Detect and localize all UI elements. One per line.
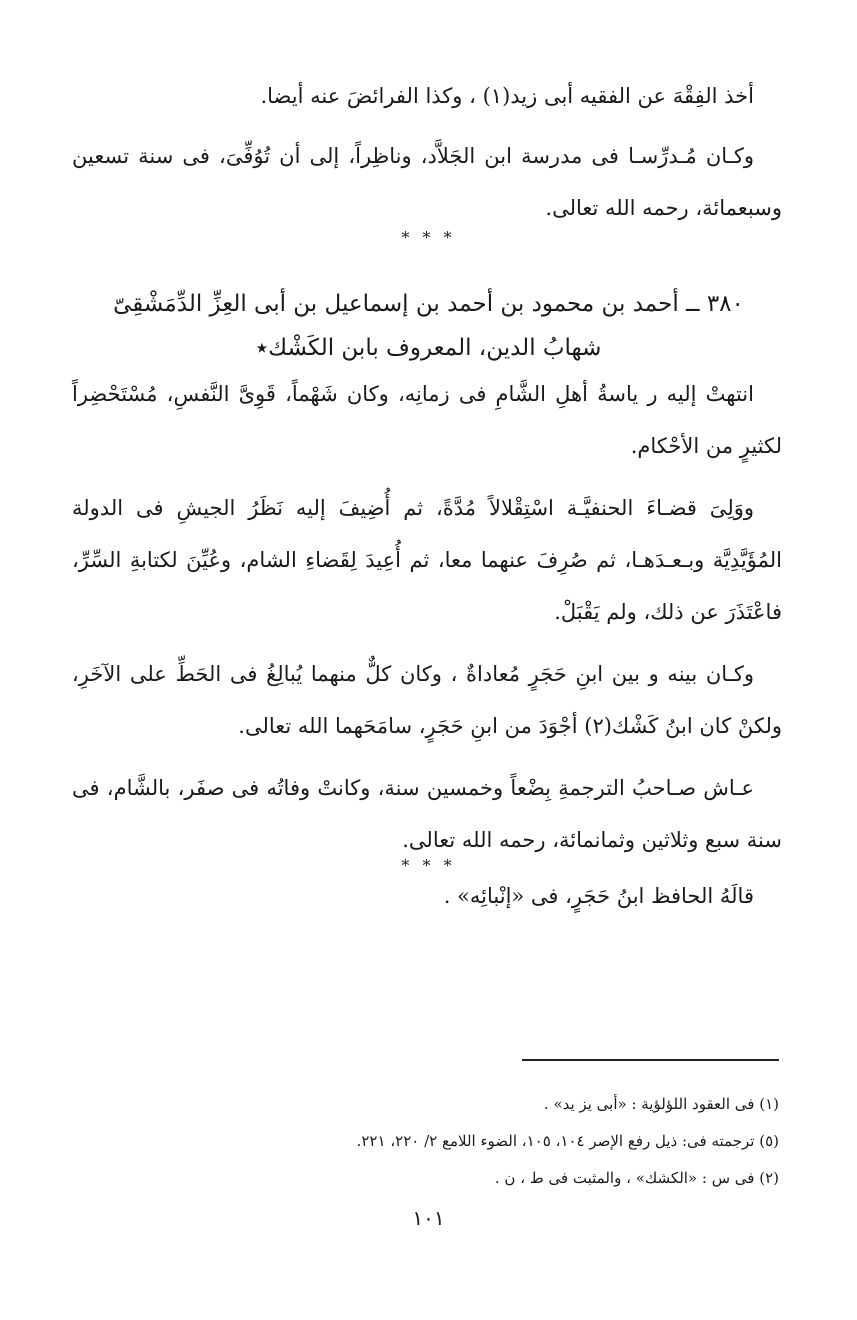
paragraph: وكـان مُـدرِّسـا فى مدرسة ابن الجَلاَّد، وناظِراً، إلى أن تُوُفِّىَ، فى سنة تسعين وسبعمائة، رحمه الله تعالى. — [72, 144, 782, 220]
paragraph-block-1 — [72, 70, 782, 234]
footnote: (١) فى العقود اللؤلؤية : «أبى يز يد» . — [543, 1095, 779, 1113]
paragraph: أخذ الفِقْهَ عن الفقيه أبى زيد(١) ، وكذا الفرائضَ عنه أيضا. — [260, 84, 754, 108]
page-number: ١٠١ — [412, 1206, 445, 1230]
paragraph: وكـان بينه و بين ابنِ حَجَرٍ مُعاداةٌ ، وكان كلٌّ منهما يُبالِغُ فى الحَطِّ على الآخَرِ، ولكنْ كان ابنُ كَشْك(٢) أجْوَدَ من ابنِ حَجَرٍ، سامَحَهما الله تعالى. — [72, 662, 782, 738]
paragraph-block-2 — [72, 368, 782, 922]
paragraph: ووَلِىَ قضـاءَ الحنفيَّـة اسْتِقْلالاً مُدَّةً، ثم أُضِيفَ إليه نَظَرُ الجيشِ فى الدولة المُؤَيَّدِيَّة وبـعـدَهـا، ثم صُرِفَ عنهما معا، ثم أُعِيدَ لِقَضاءِ الشام، وعُيِّنَ لكتابةِ السِّرِّ، فاعْتَذَرَ عن ذلك، ولم يَقْبَلْ. — [72, 496, 782, 624]
paragraph: انتهتْ إليه ر ياسةُ أهلِ الشَّامِ فى زمانِه، وكان شَهْماً، قَوِىَّ النَّفسِ، مُسْتَحْضِراً لكثيرٍ من الأحْكام. — [72, 382, 782, 458]
entry-title — [0, 282, 857, 370]
entry-title-line-1: ٣٨٠ ــ أحمد بن محمود بن أحمد بن إسماعيل بن أبى العِزِّ الدِّمَشْقِىّ — [113, 291, 744, 317]
paragraph: عـاش صـاحبُ الترجمةِ بِضْعاً وخمسين سنة، وكانتْ وفاتُه فى صفَر، بالشَّام، فى سنة سبع وثلاثين وثمانمائة، رحمه الله تعالى. — [72, 776, 782, 852]
footnote-divider — [522, 1059, 779, 1061]
entry-title-line-2: شهابُ الدين، المعروف بابن الكَشْك٭ — [255, 335, 602, 361]
footnote: (٥) ترجمته فى: ذيل رفع الإصر ١٠٤، ١٠٥، الضوء اللامع ٢/ ٢٢٠، ٢٢١. — [356, 1132, 779, 1150]
footnotes — [79, 1086, 779, 1197]
footnote: (٢) فى س : «الكشك» ، والمثبت فى ط ، ن . — [494, 1169, 779, 1187]
paragraph: قالَهُ الحافظ ابنُ حَجَرٍ، فى «إنْبائِه» . — [443, 884, 754, 908]
section-separator: * * * — [401, 856, 456, 875]
section-separator: * * * — [401, 228, 456, 247]
